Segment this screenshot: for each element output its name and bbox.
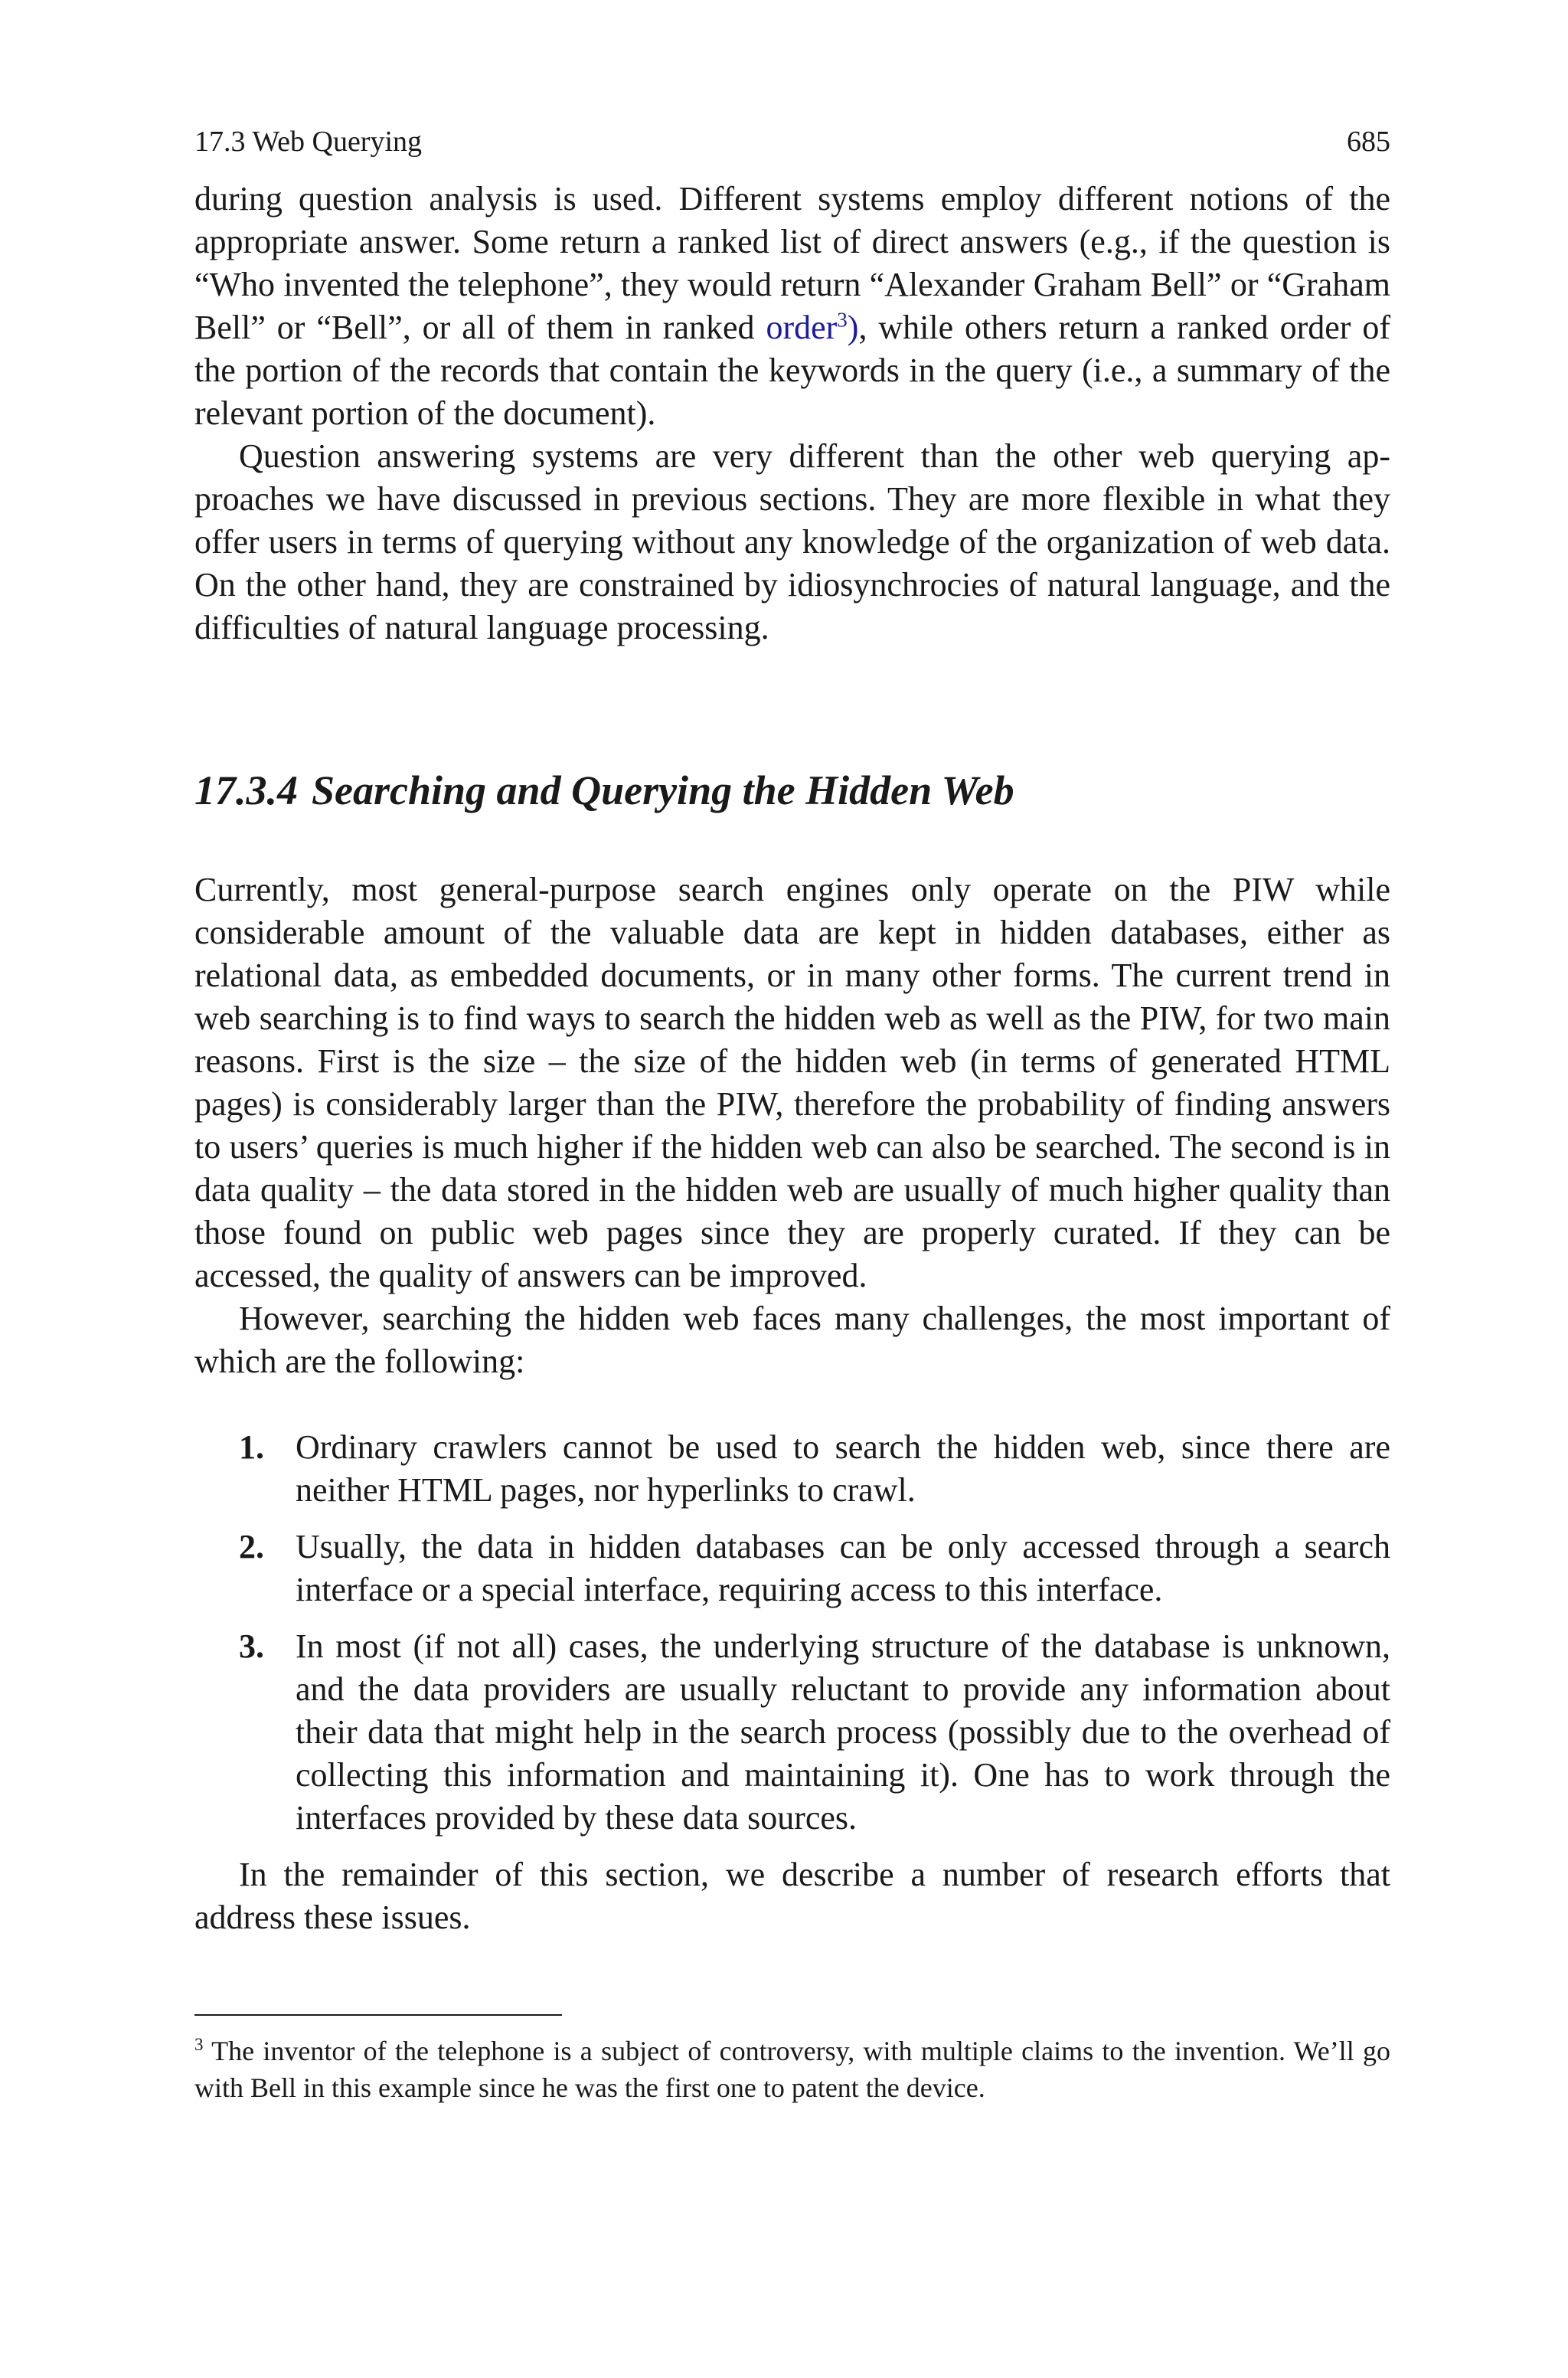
body-text: [194, 178, 1390, 649]
list-item: [194, 1625, 1390, 1840]
footnote-reference-mark[interactable]: 3: [837, 308, 848, 332]
footnote: [194, 2033, 1390, 2106]
paragraph-text-continued: , while others return a ranked order of the portion of the records that contain the keywords in the query (i.e., a summary of the relevant portion of the document).: [194, 309, 1390, 432]
list-item-text: Ordinary crawlers cannot be used to search the hidden web, since there are neither HTML pages, nor hyperlinks to crawl.: [296, 1428, 1390, 1509]
footnote-reference-paren[interactable]: ): [847, 309, 859, 346]
footnote-mark: 3: [194, 2035, 204, 2054]
challenges-list: [194, 1426, 1390, 1840]
paragraph-question-answering-notions: [194, 178, 1390, 435]
paragraph-text: during question analysis is used. Different systems employ different notions of the appropriate answer. Some return a ranked list of direct answers (e.g., if the question is “Who invented the telephone”, they would return “Alexander Graham Bell” or “Graham Bell” or “Bell”, or all of them in ranked: [194, 180, 1390, 346]
section-body: [194, 868, 1390, 1939]
paragraph-challenges-intro: However, searching the hidden web faces many challenges, the most important of which are the following:: [194, 1300, 1390, 1380]
running-head: [194, 123, 1390, 161]
list-item-number: 3.: [239, 1627, 264, 1665]
paragraph-question-answering-comparison: Question answering systems are very different than the other web querying approaches we have discussed in previous sections. They are more flexible in what they offer users in terms of querying without any knowledge of the organization of web data. On the other hand, they are constrained by idiosynchrocies of natural language, and the difficulties of natural language processing.: [194, 437, 1390, 646]
footnote-text: The inventor of the telephone is a subject of controversy, with multiple claims to the invention. We’ll go with Bell in this example since he was the first one to patent the device.: [194, 2036, 1390, 2103]
paragraph-remainder: In the remainder of this section, we describe a number of research efforts that address these issues.: [194, 1856, 1390, 1936]
footnote-reference-link[interactable]: [766, 309, 858, 346]
section-title: Searching and Querying the Hidden Web: [312, 767, 1014, 813]
running-head-section: 17.3 Web Querying: [194, 126, 423, 158]
list-item: [194, 1426, 1390, 1512]
list-item-number: 2.: [239, 1528, 264, 1565]
paragraph-hidden-web-intro: Currently, most general-purpose search engines only operate on the PIW while considerable amount of the valuable data are kept in hidden databases, either as relational data, as embedded documents, or in many other forms. The current trend in web searching is to find ways to search the hidden web as well as the PIW, for two main reasons. First is the size – the size of the hidden web (in terms of generated HTML pages) is considerably larger than the PIW, therefore the probability of finding answers to users’ queries is much higher if the hidden web can also be searched. The second is in data quality – the data stored in the hidden web are usually of much higher quality than those found on public web pages since they are properly curated. If they can be accessed, the quality of answers can be improved.: [194, 871, 1390, 1294]
page-number: 685: [1347, 126, 1390, 158]
list-item-number: 1.: [239, 1428, 264, 1466]
section-number: 17.3.4: [194, 767, 298, 813]
list-item-text: In most (if not all) cases, the underlying structure of the database is unknown, and the data providers are usually reluctant to provide any information about their data that might help in the search process (possibly due to the overhead of collecting this information and maintaining it). One has to work through the interfaces provided by these data sources.: [296, 1627, 1390, 1837]
list-item: [194, 1526, 1390, 1611]
section-heading: [194, 766, 1390, 815]
footnote-reference-word[interactable]: order: [766, 309, 838, 346]
book-page: [194, 123, 1390, 2106]
footnote-divider: [194, 2014, 562, 2016]
list-item-text: Usually, the data in hidden databases can be only accessed through a search interface or a special interface, requiring access to this interface.: [296, 1528, 1390, 1608]
